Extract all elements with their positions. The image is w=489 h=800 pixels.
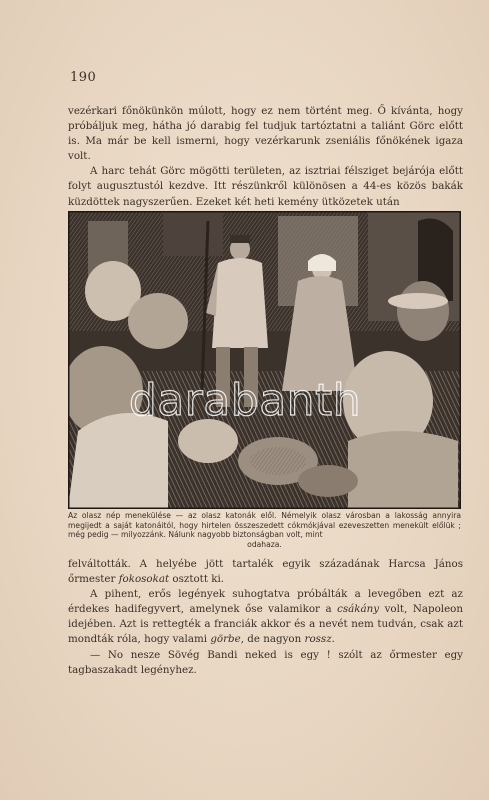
emphasis: csákány bbox=[337, 603, 380, 616]
emphasis: görbe bbox=[210, 633, 241, 646]
emphasis: rossz bbox=[304, 633, 332, 646]
caption-text: Az olasz nép menekülése — az olasz katonák elől. Némelyik olasz városban a lakosság annyira megijedt a saját katonáitól, hogy hirtelen összeszedett cókmókjával ezeveszetten menekült előlük ; még pedig — milyozzánk. Nálunk nagyobb biztonságban volt, mint bbox=[68, 511, 461, 540]
watermark: darabanth bbox=[128, 375, 362, 426]
text-span: . bbox=[331, 633, 335, 646]
bottom-text-block bbox=[68, 557, 463, 678]
text-span: A pihent, erős legények suhogtatva próbálták a levegőben ezt az érdekes hadifegyvert, amelynek őse valamikor a bbox=[68, 588, 463, 616]
engraving-image bbox=[68, 211, 461, 509]
emphasis: fokosokat bbox=[118, 573, 170, 586]
text-span: osztott ki. bbox=[169, 573, 225, 586]
text-span: volt, Napoleon idejében. Azt is rettegték a franciák akkor és a nevét nem tudván, csak azt mondták róla, hogy valami bbox=[68, 603, 463, 646]
caption-text-end: odahaza. bbox=[247, 539, 282, 549]
illustration bbox=[68, 211, 461, 509]
page-number: 190 bbox=[70, 70, 97, 85]
paragraph: vezérkari főnökünkön múlott, hogy ez nem történt meg. Ő kívánta, hogy próbáljuk meg, hátha jó darabig fel tudjuk tartóztatni a taliánt Görc előtt is. Ma már be kell ismerni, hogy vezérkarunk zseniális főnökének igaza volt. bbox=[68, 105, 463, 163]
top-text-block bbox=[68, 104, 463, 210]
paragraph: — No nesze Sövég Bandi neked is egy ! szólt az őrmester egy tagbaszakadt legényhez. bbox=[68, 648, 463, 676]
paragraph bbox=[68, 587, 463, 647]
paragraph: A harc tehát Görc mögötti területen, az isztriai félsziget bejárója előtt folyt augusztustól kezdve. Itt részünkről különösen a 44-es közös bakák küzdöttek nagyszerűen. Ezeket két heti kemény ütközetek után bbox=[68, 165, 463, 208]
text-span: , de nagyon bbox=[240, 633, 305, 646]
text-span: felváltották. A helyébe jött tartalék egyik századának Harcsa János őrmester bbox=[68, 558, 463, 586]
image-caption bbox=[68, 511, 461, 549]
paragraph bbox=[68, 557, 463, 587]
